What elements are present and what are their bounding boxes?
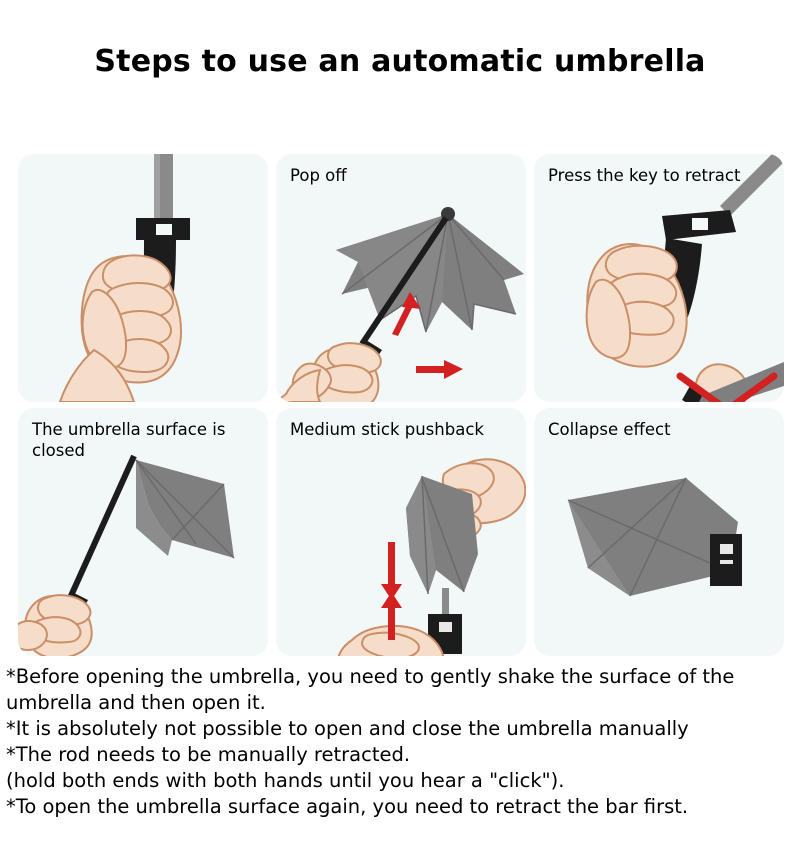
step-panel-5 (276, 408, 526, 656)
step-caption-5: Medium stick pushback (290, 420, 484, 439)
step-panel-4 (18, 408, 268, 656)
notes-block (6, 664, 796, 820)
step-panel-3 (534, 154, 784, 402)
note-line-1: *Before opening the umbrella, you need to gently shake the surface of the umbrella and then open it. (6, 665, 735, 714)
step-illustration-2 (276, 154, 526, 402)
step-illustration-5 (276, 408, 526, 656)
step-illustration-3 (534, 154, 784, 402)
step-caption-2: Pop off (290, 166, 347, 185)
note-line-3: *The rod needs to be manually retracted. (6, 742, 411, 766)
step-caption-4: The umbrella surface is closed (32, 420, 226, 460)
page-title: Steps to use an automatic umbrella (94, 44, 706, 79)
step-panel-1 (18, 154, 268, 402)
note-line-4: (hold both ends with both hands until you hear a "click"). (6, 768, 565, 792)
infographic-page (0, 44, 800, 844)
step-panel-2 (276, 154, 526, 402)
step-panel-6 (534, 408, 784, 656)
step-caption-3: Press the key to retract (548, 166, 741, 185)
step-caption-6: Collapse effect (548, 420, 671, 439)
steps-grid (18, 154, 782, 656)
step-illustration-1 (18, 154, 268, 402)
step-illustration-6 (534, 408, 784, 656)
note-line-2: *It is absolutely not possible to open and close the umbrella manually (6, 716, 689, 740)
note-line-5: *To open the umbrella surface again, you need to retract the bar first. (6, 794, 689, 818)
